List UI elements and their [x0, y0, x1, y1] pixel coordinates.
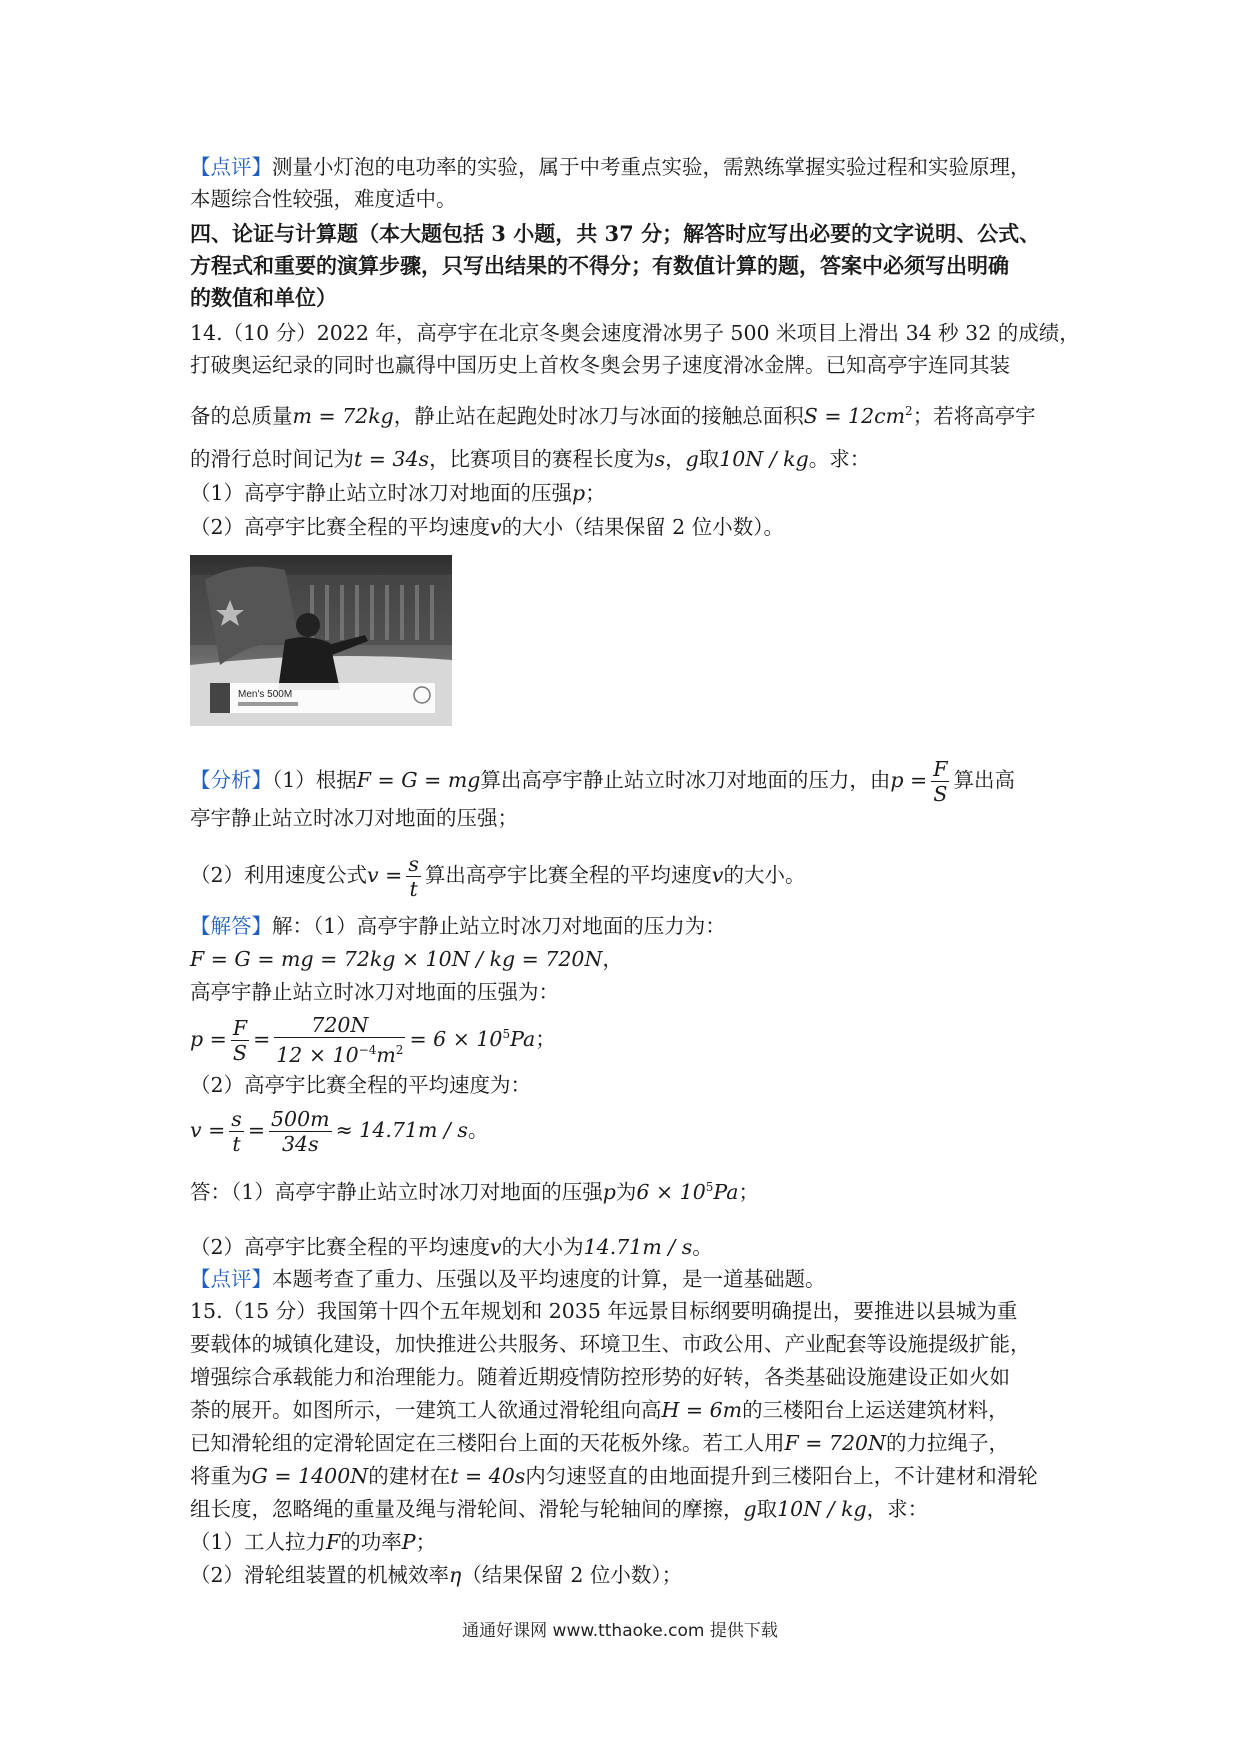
comment-tag: 【点评】: [190, 155, 272, 179]
section-header-line-2: 方程式和重要的演算步骤，只写出结果的不得分；有数值计算的题，答案中必须写出明确: [190, 253, 1009, 278]
q15-line-7: 组长度，忽略绳的重量及绳与滑轮间、滑轮与轮轴间的摩擦，g取10N / kg，求：: [190, 1497, 929, 1521]
q15-line-4: 荼的展开。如图所示，一建筑工人欲通过滑轮组向高H = 6m的三楼阳台上运送建筑材料，: [190, 1398, 1009, 1422]
answer-line-2: （2）高亭宇比赛全程的平均速度v的大小为14.71m / s。: [190, 1235, 713, 1259]
solution-line-1: 【解答】解：（1）高亭宇静止站立时冰刀对地面的压力为：: [190, 914, 726, 938]
solution-tag: 【解答】: [190, 914, 272, 938]
q14-line-3: 备的总质量m = 72kg，静止站在起跑处时冰刀与冰面的接触总面积$S = 12cm^2$；若将高亭宇: [190, 403, 1036, 428]
page-footer: 通通好课网 www.tthaoke.com 提供下载: [462, 1621, 778, 1641]
photo-caption-event: Men's 500M: [238, 689, 293, 700]
fraction-f-over-s: $\frac{F}{S}$: [933, 757, 948, 806]
q14-sub-2: （2）高亭宇比赛全程的平均速度v的大小（结果保留 2 位小数）。: [190, 515, 784, 539]
photo-illustration: [190, 555, 452, 726]
q14-sub-1: （1）高亭宇静止站立时冰刀对地面的压强p；: [190, 481, 606, 505]
solution-speed: v = $\frac{s}{t}$ = $\frac{500m}{34s}$ ≈ 14.71m / s。: [190, 1107, 489, 1156]
q14-line-4: 的滑行总时间记为t = 34s，比赛项目的赛程长度为s，g取10N / kg。求：: [190, 447, 871, 471]
analysis-line-1: 【分析】（1）根据F = G = mg算出高亭宇静止站立时冰刀对地面的压力，由p = $\frac{F}{S}$ 算出高: [190, 757, 1015, 806]
comment-line-2: 本题综合性较强，难度适中。: [190, 187, 457, 211]
athlete-flag-photo: [190, 555, 452, 726]
fraction-s-over-t-2: $\frac{s}{t}$: [231, 1107, 242, 1156]
comment-line-1: 【点评】测量小灯泡的电功率的实验，属于中考重点实验，需熟练掌握实验过程和实验原理，: [190, 155, 1031, 179]
answer-line-1: 答：（1）高亭宇静止站立时冰刀对地面的压强p为$6 \times 10^5Pa$；: [190, 1179, 760, 1204]
q14-line-2: 打破奥运纪录的同时也赢得中国历史上首枚冬奥会男子速度滑冰金牌。已知高亭宇连同其装: [190, 353, 1010, 377]
analysis-tag: 【分析】: [190, 768, 272, 792]
fraction-f-over-s-2: $\frac{F}{S}$: [232, 1015, 248, 1065]
q15-line-5: 已知滑轮组的定滑轮固定在三楼阳台上面的天花板外缘。若工人用F = 720N的力拉绳子，: [190, 1431, 1009, 1455]
solution-line-5: （2）高亭宇比赛全程的平均速度为：: [190, 1073, 532, 1097]
formula-area: S = 12cm: [803, 403, 906, 428]
solution-pressure: p = $\frac{F}{S}$ = $\frac{720N}{12 \times 10^{-4}m^2}$ = $6 \times 10^5Pa$；: [190, 1013, 556, 1068]
q15-line-2: 要载体的城镇化建设，加快推进公共服务、环境卫生、市政公用、产业配套等设施提级扩能，: [190, 1332, 1031, 1356]
solution-line-3: 高亭宇静止站立时冰刀对地面的压强为：: [190, 980, 559, 1004]
q14-line-1: 14.（10 分）2022 年，高亭宇在北京冬奥会速度滑冰男子 500 米项目上滑出 34 秒 32 的成绩，: [190, 321, 1080, 345]
fraction-s-over-t: $\frac{s}{t}$: [408, 852, 419, 901]
q15-line-3: 增强综合承载能力和治理能力。随着近期疫情防控形势的好转，各类基础设施建设正如火如: [190, 1365, 1010, 1389]
q15-sub-2: （2）滑轮组装置的机械效率η（结果保留 2 位小数）；: [190, 1563, 683, 1587]
comment-line-3: 【点评】本题考查了重力、压强以及平均速度的计算，是一道基础题。: [190, 1267, 826, 1291]
section-header-line-3: 的数值和单位）: [190, 285, 337, 310]
comment-tag-2: 【点评】: [190, 1267, 272, 1291]
fraction-720n-over-area: $\frac{720N}{12 \times 10^{-4}m^2}$: [276, 1013, 404, 1068]
fraction-500m-over-34s: $\frac{500m}{34s}$: [271, 1107, 330, 1156]
q15-sub-1: （1）工人拉力F的功率P；: [190, 1530, 437, 1554]
solution-force: F = G = mg = 72kg × 10N / kg = 720N，: [190, 947, 623, 971]
section-header-line-1: 四、论证与计算题（本大题包括 3 小题，共 37 分；解答时应写出必要的文字说明、公式、: [190, 221, 1041, 246]
analysis-line-3: （2）利用速度公式v = $\frac{s}{t}$ 算出高亭宇比赛全程的平均速度v的大小。: [190, 852, 806, 901]
formula-time: t = 34s: [354, 447, 430, 471]
formula-mass: m = 72kg: [292, 403, 394, 428]
q15-line-6: 将重为G = 1400N的建材在t = 40s内匀速竖直的由地面提升到三楼阳台上，不计建材和滑轮: [190, 1464, 1038, 1488]
q15-line-1: 15.（15 分）我国第十四个五年规划和 2035 年远景目标纲要明确提出，要推进以县城为重: [190, 1299, 1018, 1323]
analysis-line-2: 亭宇静止站立时冰刀对地面的压强；: [190, 806, 518, 830]
